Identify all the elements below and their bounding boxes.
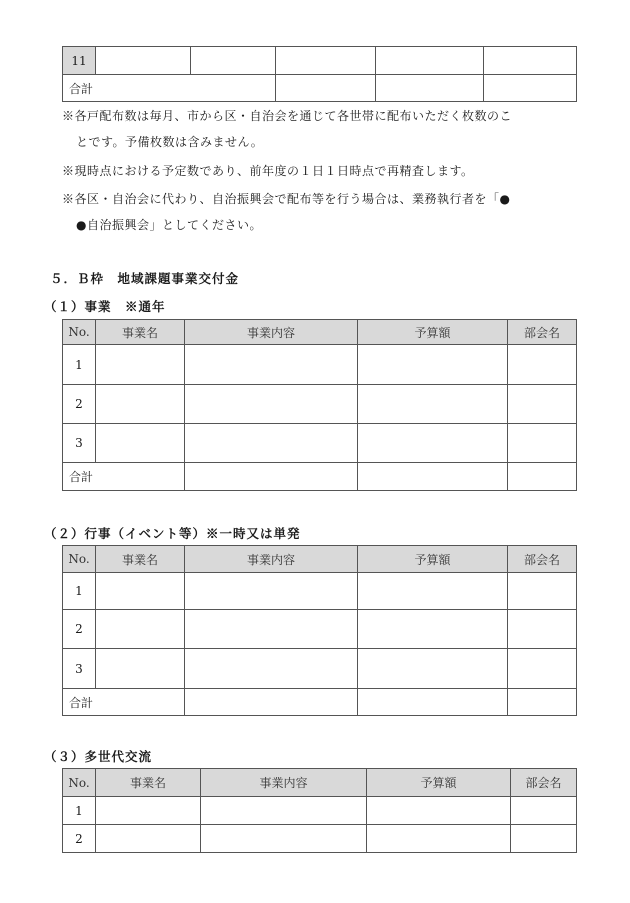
row-number: 3	[63, 649, 96, 689]
total-label: 合計	[63, 75, 276, 102]
name-cell	[96, 610, 185, 649]
name-cell	[96, 797, 201, 825]
content-cell	[185, 649, 358, 689]
table-cell	[376, 47, 484, 75]
sub3-table	[62, 768, 577, 853]
total-label: 合計	[63, 463, 185, 491]
table-row	[63, 385, 577, 424]
header-budget: 予算額	[358, 320, 508, 345]
note-executor-line1: ※各区・自治会に代わり、自治振興会で配布等を行う場合は、業務執行者を「●	[62, 192, 511, 206]
total-label: 合計	[63, 689, 185, 716]
sub2-title: （２）行事（イベント等）※一時又は単発	[44, 526, 301, 541]
total-row	[63, 689, 577, 716]
sub1-title: （１）事業 ※通年	[44, 299, 166, 314]
budget-cell	[358, 463, 508, 491]
table-cell	[191, 47, 276, 75]
header-content: 事業内容	[201, 769, 367, 797]
name-cell	[96, 573, 185, 610]
budget-cell	[358, 610, 508, 649]
table-row	[63, 825, 577, 853]
header-content: 事業内容	[185, 546, 358, 573]
name-cell	[96, 825, 201, 853]
dept-cell	[508, 689, 577, 716]
total-row	[63, 463, 577, 491]
name-cell	[96, 649, 185, 689]
table-cell	[276, 47, 376, 75]
header-name: 事業名	[96, 769, 201, 797]
budget-cell	[367, 797, 511, 825]
dept-cell	[508, 649, 577, 689]
dept-cell	[508, 463, 577, 491]
section5-title: ５．Ｂ枠 地域課題事業交付金	[50, 271, 240, 286]
dept-cell	[508, 345, 577, 385]
header-budget: 予算額	[358, 546, 508, 573]
row-number: 2	[63, 385, 96, 424]
header-no: No.	[63, 320, 96, 345]
dept-cell	[508, 385, 577, 424]
row-number: 2	[63, 825, 96, 853]
table-cell	[484, 75, 577, 102]
row-number-cell: 11	[63, 47, 96, 75]
note-distribution-line1: ※各戸配布数は毎月、市から区・自治会を通じて各世帯に配布いただく枚数のこ	[62, 109, 513, 123]
sub2-table	[62, 545, 577, 716]
name-cell	[96, 424, 185, 463]
table-row	[63, 649, 577, 689]
budget-cell	[358, 385, 508, 424]
content-cell	[185, 424, 358, 463]
budget-cell	[358, 649, 508, 689]
sub1-table	[62, 319, 577, 491]
row-number: 1	[63, 573, 96, 610]
note-current-estimate: ※現時点における予定数であり、前年度の１日１日時点で再精査します。	[62, 164, 474, 178]
header-dept: 部会名	[508, 320, 577, 345]
table-row	[63, 610, 577, 649]
dept-cell	[508, 573, 577, 610]
content-cell	[185, 610, 358, 649]
header-no: No.	[63, 546, 96, 573]
dept-cell	[508, 610, 577, 649]
name-cell	[96, 385, 185, 424]
header-budget: 予算額	[367, 769, 511, 797]
budget-cell	[358, 424, 508, 463]
budget-cell	[358, 345, 508, 385]
budget-cell	[367, 825, 511, 853]
table-cell	[484, 47, 577, 75]
header-no: No.	[63, 769, 96, 797]
header-dept: 部会名	[508, 546, 577, 573]
name-cell	[96, 345, 185, 385]
table-row	[63, 797, 577, 825]
top-table	[62, 46, 577, 102]
budget-cell	[358, 573, 508, 610]
header-name: 事業名	[96, 320, 185, 345]
content-cell	[185, 689, 358, 716]
content-cell	[185, 573, 358, 610]
row-number: 3	[63, 424, 96, 463]
table-cell	[96, 47, 191, 75]
content-cell	[201, 825, 367, 853]
header-content: 事業内容	[185, 320, 358, 345]
table-cell	[276, 75, 376, 102]
row-number: 1	[63, 345, 96, 385]
table-cell	[376, 75, 484, 102]
note-distribution-line2: とです。予備枚数は含みません。	[76, 135, 264, 149]
header-dept: 部会名	[511, 769, 577, 797]
content-cell	[201, 797, 367, 825]
dept-cell	[508, 424, 577, 463]
header-name: 事業名	[96, 546, 185, 573]
row-number: 1	[63, 797, 96, 825]
table-row	[63, 345, 577, 385]
content-cell	[185, 463, 358, 491]
content-cell	[185, 345, 358, 385]
row-number: 2	[63, 610, 96, 649]
sub3-title: （３）多世代交流	[44, 749, 153, 764]
budget-cell	[358, 689, 508, 716]
dept-cell	[511, 797, 577, 825]
note-executor-line2: ●自治振興会」としてください。	[76, 218, 262, 232]
dept-cell	[511, 825, 577, 853]
table-row	[63, 424, 577, 463]
table-row	[63, 573, 577, 610]
content-cell	[185, 385, 358, 424]
